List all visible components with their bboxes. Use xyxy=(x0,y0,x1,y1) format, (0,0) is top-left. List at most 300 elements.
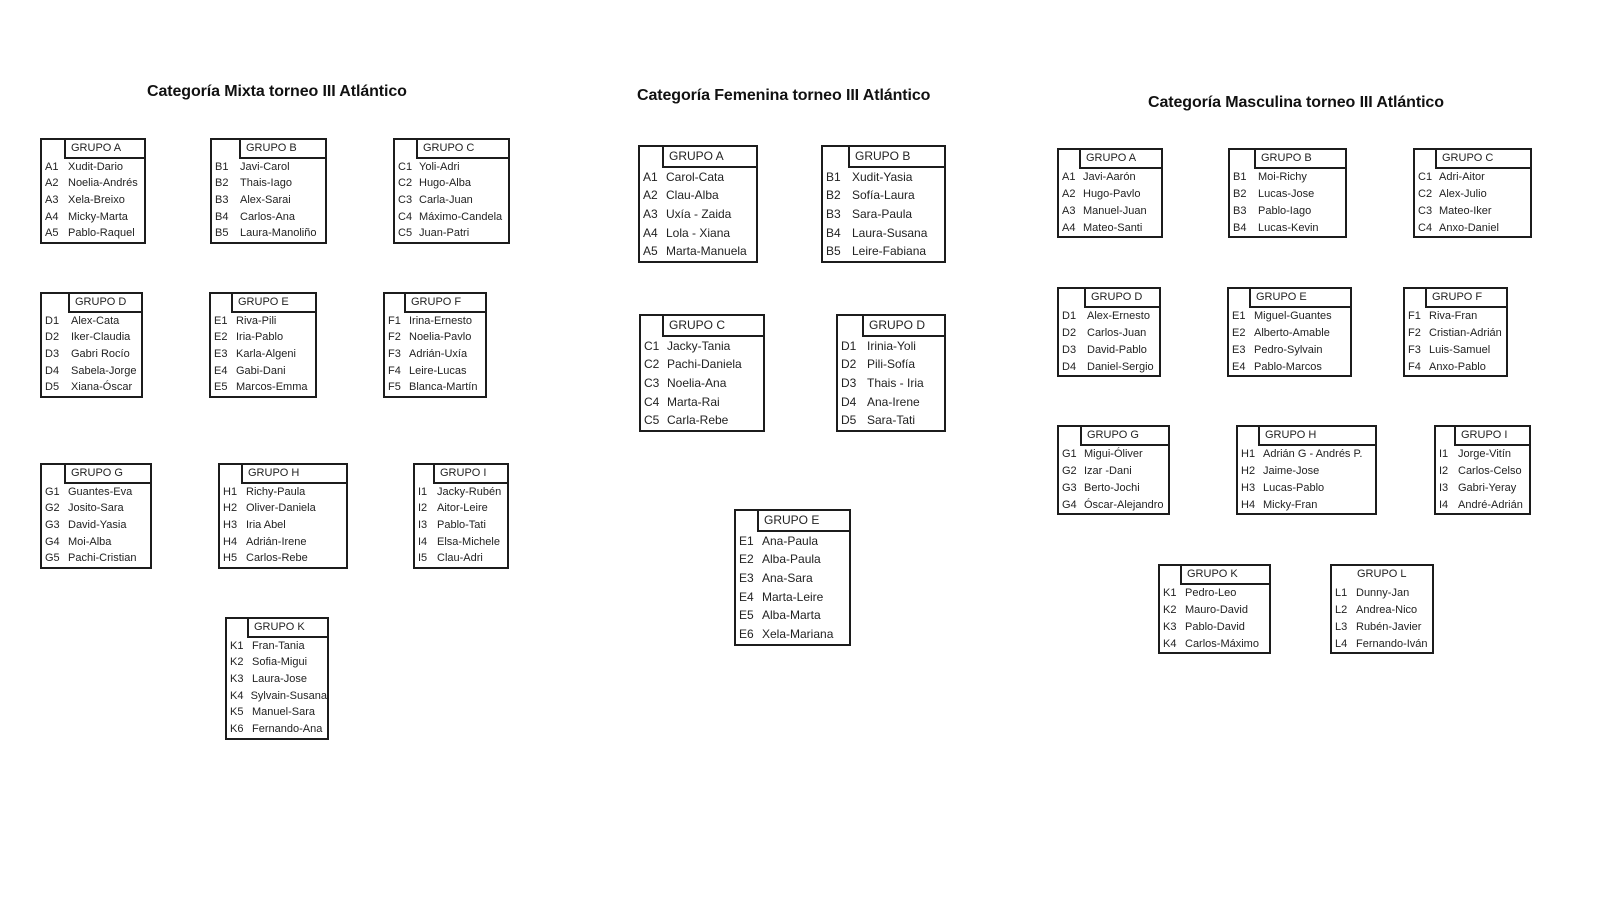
pair-names: Elsa-Michele xyxy=(437,535,500,548)
group-box-femenina-c xyxy=(639,314,765,432)
pair-code: L1 xyxy=(1335,586,1348,599)
pair-row xyxy=(45,175,144,192)
pair-list xyxy=(641,337,763,430)
pair-list xyxy=(1332,585,1432,653)
group-header: GRUPO B xyxy=(848,145,946,168)
pair-names: Pachi-Daniela xyxy=(667,357,742,372)
pair-names: Pablo-David xyxy=(1185,620,1245,633)
pair-code: G2 xyxy=(1062,464,1077,477)
pair-code: B1 xyxy=(1233,170,1247,183)
pair-names: Josito-Sara xyxy=(68,502,124,515)
pair-names: Mateo-Santi xyxy=(1083,221,1143,234)
pair-list xyxy=(838,337,944,430)
group-header: GRUPO G xyxy=(64,463,152,484)
group-box-masculina-b xyxy=(1228,148,1347,238)
pair-names: Oliver-Daniela xyxy=(246,502,316,515)
pair-names: Hugo-Alba xyxy=(419,177,471,190)
pair-list xyxy=(42,313,141,396)
pair-code: B1 xyxy=(826,169,841,184)
group-header: GRUPO C xyxy=(1435,148,1532,169)
pair-names: Pili-Sofía xyxy=(867,357,916,372)
group-box-mixta-b xyxy=(210,138,327,244)
pair-names: Riva-Fran xyxy=(1429,309,1478,322)
pair-list xyxy=(1436,446,1529,514)
pair-code: L2 xyxy=(1335,603,1348,616)
pair-row xyxy=(45,363,141,380)
pair-code: A4 xyxy=(45,210,59,223)
pair-list xyxy=(42,484,150,567)
group-box-mixta-g xyxy=(40,463,152,569)
pair-names: Iria Abel xyxy=(246,519,286,532)
pair-code: B3 xyxy=(826,207,841,222)
group-box-mixta-h xyxy=(218,463,348,569)
pair-code: I2 xyxy=(1439,464,1449,477)
pair-code: B3 xyxy=(215,194,229,207)
pair-code: E6 xyxy=(739,627,754,642)
pair-row xyxy=(1335,619,1432,636)
pair-row xyxy=(45,225,144,242)
group-header: GRUPO I xyxy=(1454,425,1531,446)
pair-names: Adrián G - Andrés P. xyxy=(1263,447,1363,460)
pair-row xyxy=(214,346,315,363)
pair-row xyxy=(1062,203,1161,220)
group-box-femenina-b xyxy=(821,145,946,263)
pair-names: Javi-Carol xyxy=(240,160,290,173)
pair-code: A5 xyxy=(643,244,658,259)
pair-row xyxy=(643,242,756,261)
pair-code: A4 xyxy=(1062,221,1076,234)
pair-names: Xela-Breixo xyxy=(68,194,125,207)
pair-names: Alex-Ernesto xyxy=(1087,309,1150,322)
group-header: GRUPO C xyxy=(416,138,510,159)
group-box-femenina-e xyxy=(734,509,851,646)
pair-code: K6 xyxy=(230,723,244,736)
pair-code: A1 xyxy=(45,160,59,173)
pair-code: G4 xyxy=(1062,498,1077,511)
pair-code: B2 xyxy=(1233,187,1247,200)
pair-row xyxy=(644,374,763,393)
pair-names: Alex-Cata xyxy=(71,314,120,327)
pair-list xyxy=(1405,308,1506,376)
pair-code: K4 xyxy=(1163,637,1177,650)
pair-code: C5 xyxy=(644,413,660,428)
pair-row xyxy=(388,379,485,396)
pair-names: Laura-Susana xyxy=(852,225,928,240)
group-header: GRUPO K xyxy=(1180,564,1271,585)
pair-row xyxy=(1241,446,1375,463)
pair-names: Iria-Pablo xyxy=(236,331,284,344)
pair-row xyxy=(1408,308,1506,325)
pair-code: G5 xyxy=(45,552,60,565)
pair-names: Sylvain-Susana xyxy=(250,689,327,702)
group-header: GRUPO F xyxy=(1425,287,1508,308)
pair-names: Thais - Iria xyxy=(867,376,924,391)
pair-list xyxy=(1059,308,1159,376)
pair-row xyxy=(1232,325,1350,342)
pair-row xyxy=(1233,186,1345,203)
pair-names: Sofia-Migui xyxy=(252,656,308,669)
group-header: GRUPO A xyxy=(662,145,758,168)
pair-list xyxy=(736,532,849,644)
pair-row xyxy=(1062,342,1159,359)
pair-names: Fran-Tania xyxy=(252,639,305,652)
pair-names: Carol-Cata xyxy=(666,169,725,184)
pair-names: Sofía-Laura xyxy=(852,188,915,203)
pair-code: A2 xyxy=(45,177,59,190)
pair-row xyxy=(214,363,315,380)
pair-code: D1 xyxy=(45,314,60,327)
pair-names: Javi-Aarón xyxy=(1083,170,1136,183)
pair-row xyxy=(826,168,944,187)
pair-names: Guantes-Eva xyxy=(68,485,133,498)
pair-row xyxy=(223,500,346,517)
pair-names: Luis-Samuel xyxy=(1429,343,1491,356)
group-header: GRUPO D xyxy=(1084,287,1161,308)
group-header: GRUPO D xyxy=(68,292,143,313)
pair-row xyxy=(841,374,944,393)
pair-row xyxy=(1062,480,1168,497)
pair-names: Jacky-Tania xyxy=(667,338,731,353)
pair-row xyxy=(1408,325,1506,342)
pair-names: Adri-Aitor xyxy=(1439,170,1485,183)
pair-row xyxy=(1062,497,1168,514)
pair-row xyxy=(739,606,849,625)
pair-code: A1 xyxy=(643,169,658,184)
pair-code: C3 xyxy=(398,194,413,207)
pair-names: Gabri-Yeray xyxy=(1458,481,1517,494)
pair-list xyxy=(1238,446,1375,514)
pair-names: Alex-Julio xyxy=(1439,187,1487,200)
group-header: GRUPO E xyxy=(1249,287,1352,308)
pair-code: H1 xyxy=(223,485,238,498)
pair-code: B5 xyxy=(215,227,229,240)
pair-code: H2 xyxy=(223,502,238,515)
pair-names: Máximo-Candela xyxy=(419,210,503,223)
pair-names: Carlos-Celso xyxy=(1458,464,1522,477)
group-header: GRUPO A xyxy=(64,138,146,159)
pair-row xyxy=(644,393,763,412)
group-header: GRUPO H xyxy=(241,463,348,484)
pair-row xyxy=(1439,463,1529,480)
pair-row xyxy=(1439,446,1529,463)
group-box-masculina-g xyxy=(1057,425,1170,515)
pair-row xyxy=(739,532,849,551)
pair-list xyxy=(227,638,327,738)
pair-list xyxy=(1059,169,1161,237)
pair-row xyxy=(1335,585,1432,602)
pair-names: Jaime-Jose xyxy=(1263,464,1320,477)
pair-names: Juan-Patri xyxy=(419,227,470,240)
pair-row xyxy=(1335,602,1432,619)
pair-names: Laura-Manoliño xyxy=(240,227,317,240)
pair-code: D2 xyxy=(45,331,60,344)
pair-code: D4 xyxy=(1062,360,1077,373)
pair-row xyxy=(1062,325,1159,342)
pair-names: Pablo-Iago xyxy=(1258,204,1312,217)
pair-code: K1 xyxy=(1163,586,1177,599)
pair-row xyxy=(643,168,756,187)
pair-code: E4 xyxy=(1232,360,1246,373)
group-box-masculina-i xyxy=(1434,425,1531,515)
pair-names: Pedro-Leo xyxy=(1185,586,1237,599)
pair-row xyxy=(398,225,508,242)
pair-code: I1 xyxy=(418,485,428,498)
pair-row xyxy=(45,329,141,346)
pair-code: D4 xyxy=(841,394,857,409)
pair-row xyxy=(230,638,327,655)
group-box-masculina-l xyxy=(1330,564,1434,654)
pair-row xyxy=(1163,602,1269,619)
pair-code: A5 xyxy=(45,227,59,240)
pair-names: Cristian-Adrián xyxy=(1429,326,1502,339)
pair-names: Noelia-Ana xyxy=(667,376,727,391)
pair-list xyxy=(1059,446,1168,514)
pair-names: Anxo-Daniel xyxy=(1439,221,1499,234)
pair-list xyxy=(211,313,315,396)
pair-row xyxy=(1241,480,1375,497)
group-header: GRUPO B xyxy=(239,138,327,159)
group-header: GRUPO D xyxy=(862,314,946,337)
pair-names: Moi-Richy xyxy=(1258,170,1307,183)
pair-row xyxy=(643,205,756,224)
pair-list xyxy=(1229,308,1350,376)
pair-row xyxy=(644,337,763,356)
group-box-mixta-d xyxy=(40,292,143,398)
pair-names: Marta-Manuela xyxy=(666,244,747,259)
group-box-mixta-e xyxy=(209,292,317,398)
pair-row xyxy=(739,625,849,644)
group-box-masculina-a xyxy=(1057,148,1163,238)
pair-row xyxy=(1241,497,1375,514)
pair-names: Anxo-Pablo xyxy=(1429,360,1486,373)
pair-row xyxy=(1418,203,1530,220)
pair-code: E5 xyxy=(739,608,754,623)
group-header: GRUPO C xyxy=(662,314,765,337)
pair-names: Marcos-Emma xyxy=(236,381,308,394)
pair-names: Gabri Rocío xyxy=(71,348,130,361)
pair-names: Blanca-Martín xyxy=(409,381,478,394)
pair-row xyxy=(223,534,346,551)
pair-names: Alex-Sarai xyxy=(240,194,291,207)
pair-names: Migui-Óliver xyxy=(1084,447,1143,460)
pair-names: Xudit-Dario xyxy=(68,160,124,173)
pair-row xyxy=(1439,480,1529,497)
pair-row xyxy=(45,346,141,363)
pair-code: C2 xyxy=(1418,187,1433,200)
pair-row xyxy=(418,500,507,517)
pair-code: K2 xyxy=(230,656,244,669)
pair-code: E1 xyxy=(214,314,228,327)
pair-row xyxy=(1062,220,1161,237)
pair-code: K1 xyxy=(230,639,244,652)
pair-names: Irinia-Yoli xyxy=(867,338,916,353)
pair-code: H3 xyxy=(223,519,238,532)
group-box-mixta-i xyxy=(413,463,509,569)
pair-code: F4 xyxy=(388,364,401,377)
pair-code: A2 xyxy=(1062,187,1076,200)
pair-row xyxy=(1418,186,1530,203)
pair-code: C5 xyxy=(398,227,413,240)
pair-row xyxy=(644,411,763,430)
pair-list xyxy=(1230,169,1345,237)
pair-code: D1 xyxy=(841,338,857,353)
pair-row xyxy=(1163,636,1269,653)
pair-names: Lucas-Kevin xyxy=(1258,221,1319,234)
pair-row xyxy=(1232,342,1350,359)
pair-code: A2 xyxy=(643,188,658,203)
pair-code: D3 xyxy=(841,376,857,391)
pair-row xyxy=(214,329,315,346)
group-box-masculina-c xyxy=(1413,148,1532,238)
pair-row xyxy=(418,550,507,567)
pair-row xyxy=(841,337,944,356)
group-box-mixta-k xyxy=(225,617,329,740)
pair-row xyxy=(1062,463,1168,480)
pair-code: I4 xyxy=(418,535,428,548)
pair-names: Dunny-Jan xyxy=(1356,586,1410,599)
pair-code: H1 xyxy=(1241,447,1256,460)
pair-row xyxy=(1062,446,1168,463)
pair-row xyxy=(223,484,346,501)
pair-row xyxy=(230,721,327,738)
pair-code: A1 xyxy=(1062,170,1076,183)
pair-code: C2 xyxy=(644,357,660,372)
pair-code: C1 xyxy=(1418,170,1433,183)
pair-names: Carlos-Rebe xyxy=(246,552,308,565)
group-header: GRUPO G xyxy=(1080,425,1170,446)
pair-row xyxy=(230,671,327,688)
pair-code: A3 xyxy=(45,194,59,207)
pair-names: Moi-Alba xyxy=(68,535,112,548)
pair-row xyxy=(45,534,150,551)
group-box-masculina-d xyxy=(1057,287,1161,377)
pair-row xyxy=(841,393,944,412)
group-header: GRUPO L xyxy=(1357,568,1407,580)
pair-names: David-Yasia xyxy=(68,519,127,532)
pair-names: Miguel-Guantes xyxy=(1254,309,1332,322)
pair-code: D5 xyxy=(45,381,60,394)
pair-row xyxy=(215,209,325,226)
group-header: GRUPO A xyxy=(1079,148,1163,169)
pair-names: Rubén-Javier xyxy=(1356,620,1422,633)
pair-code: D3 xyxy=(1062,343,1077,356)
pair-row xyxy=(1062,308,1159,325)
pair-code: A3 xyxy=(643,207,658,222)
pair-code: K5 xyxy=(230,706,244,719)
pair-row xyxy=(230,654,327,671)
pair-code: E3 xyxy=(214,348,228,361)
pair-list xyxy=(395,159,508,242)
pair-names: Jacky-Rubén xyxy=(437,485,502,498)
pair-names: Marta-Rai xyxy=(667,394,720,409)
pair-names: Mateo-Iker xyxy=(1439,204,1492,217)
pair-code: F2 xyxy=(388,331,401,344)
pair-names: Ana-Sara xyxy=(762,571,813,586)
group-box-masculina-h xyxy=(1236,425,1377,515)
pair-row xyxy=(398,209,508,226)
pair-code: A4 xyxy=(643,225,658,240)
pair-row xyxy=(1062,169,1161,186)
pair-names: Xiana-Óscar xyxy=(71,381,133,394)
pair-row xyxy=(1163,619,1269,636)
pair-names: Leire-Lucas xyxy=(409,364,467,377)
pair-row xyxy=(1439,497,1529,514)
pair-names: Sara-Paula xyxy=(852,207,913,222)
pair-code: K2 xyxy=(1163,603,1177,616)
pair-row xyxy=(388,346,485,363)
pair-names: Noelia-Andrés xyxy=(68,177,138,190)
pair-row xyxy=(1418,169,1530,186)
pair-row xyxy=(418,484,507,501)
pair-names: Andrea-Nico xyxy=(1356,603,1418,616)
pair-names: Carlos-Juan xyxy=(1087,326,1147,339)
pair-row xyxy=(1232,359,1350,376)
category-title-mixta: Categoría Mixta torneo III Atlántico xyxy=(147,83,407,100)
pair-code: E5 xyxy=(214,381,228,394)
group-header: GRUPO H xyxy=(1258,425,1377,446)
pair-row xyxy=(841,355,944,374)
pair-names: Hugo-Pavlo xyxy=(1083,187,1141,200)
pair-code: E2 xyxy=(739,552,754,567)
pair-code: H4 xyxy=(223,535,238,548)
pair-code: A3 xyxy=(1062,204,1076,217)
pair-names: Alba-Marta xyxy=(762,608,821,623)
pair-row xyxy=(215,159,325,176)
pair-code: C1 xyxy=(398,160,413,173)
pair-names: Izar -Dani xyxy=(1084,464,1132,477)
pair-names: Jorge-Vitín xyxy=(1458,447,1511,460)
pair-row xyxy=(215,225,325,242)
pair-code: E1 xyxy=(739,533,754,548)
pair-names: Pablo-Tati xyxy=(437,519,486,532)
pair-names: André-Adrián xyxy=(1458,498,1523,511)
group-box-mixta-c xyxy=(393,138,510,244)
pair-code: K3 xyxy=(230,673,244,686)
pair-names: Lucas-Pablo xyxy=(1263,481,1325,494)
group-box-mixta-a xyxy=(40,138,146,244)
pair-list xyxy=(1415,169,1530,237)
pair-row xyxy=(388,313,485,330)
pair-code: B2 xyxy=(826,188,841,203)
pair-names: Adrián-Uxía xyxy=(409,348,468,361)
pair-code: H2 xyxy=(1241,464,1256,477)
pair-row xyxy=(230,688,327,705)
pair-code: K4 xyxy=(230,689,244,702)
pair-code: B4 xyxy=(1233,221,1247,234)
pair-row xyxy=(1062,186,1161,203)
pair-names: Pablo-Raquel xyxy=(68,227,135,240)
pair-row xyxy=(826,186,944,205)
category-title-femenina: Categoría Femenina torneo III Atlántico xyxy=(637,87,931,104)
pair-row xyxy=(223,550,346,567)
pair-row xyxy=(739,588,849,607)
pair-names: Ana-Irene xyxy=(867,394,920,409)
pair-row xyxy=(398,175,508,192)
pair-names: Carla-Juan xyxy=(419,194,473,207)
pair-code: I3 xyxy=(418,519,428,532)
pair-row xyxy=(215,192,325,209)
pair-row xyxy=(398,159,508,176)
pair-names: Daniel-Sergio xyxy=(1087,360,1154,373)
pair-names: Clau-Adri xyxy=(437,552,483,565)
pair-names: Uxía - Zaida xyxy=(666,207,732,222)
pair-code: E2 xyxy=(214,331,228,344)
pair-code: H3 xyxy=(1241,481,1256,494)
pair-names: Óscar-Alejandro xyxy=(1084,498,1164,511)
pair-row xyxy=(1232,308,1350,325)
group-header: GRUPO K xyxy=(247,617,329,638)
pair-row xyxy=(215,175,325,192)
